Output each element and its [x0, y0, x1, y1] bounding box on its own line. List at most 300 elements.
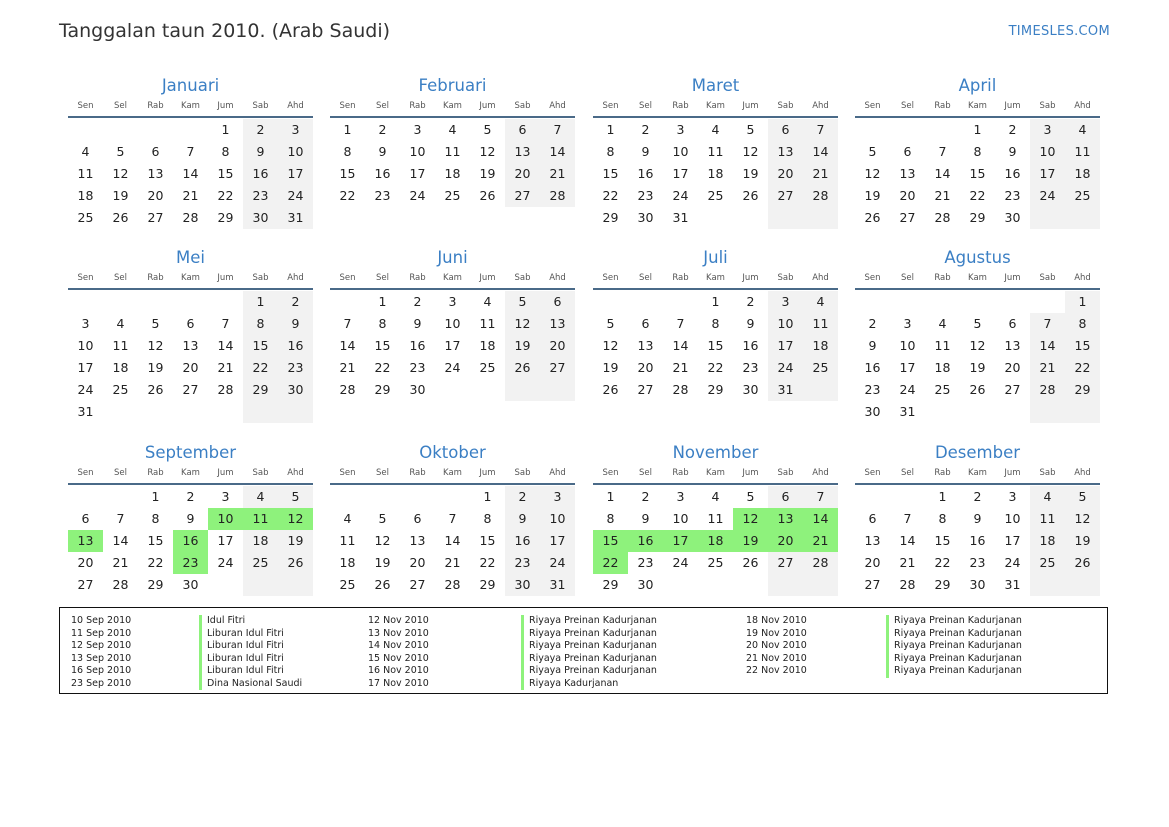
day-cell: 25 [112, 382, 129, 397]
weekday-label: Ahd [1074, 101, 1091, 111]
weekday-label: Sab [514, 468, 531, 478]
day-cell: 15 [374, 338, 391, 353]
day-cell: 13 [864, 533, 881, 548]
weekday-label: Sab [1039, 273, 1056, 283]
day-cell: 11 [479, 316, 496, 331]
day-cell: 1 [973, 122, 982, 137]
day-cell: 26 [602, 382, 619, 397]
day-cell: 28 [112, 577, 129, 592]
weekday-header [68, 270, 313, 286]
month-juli [593, 246, 838, 401]
day-cell: 24 [1004, 555, 1021, 570]
weekday-label: Sen [864, 101, 881, 111]
empty-cell [103, 486, 138, 508]
weekday-label: Sen [864, 468, 881, 478]
day-cell: 10 [1030, 141, 1065, 163]
day-cell: 13 [1004, 338, 1021, 353]
weekday-label: Sen [339, 468, 356, 478]
day-cell: 5 [278, 486, 313, 508]
day-cell: 14 [182, 166, 199, 181]
weekday-label: Rab [672, 468, 689, 478]
day-cell: 3 [540, 486, 575, 508]
day-cell: 15 [707, 338, 724, 353]
day-cell: 7 [343, 316, 352, 331]
empty-cell [68, 291, 103, 313]
day-cell: 5 [868, 144, 877, 159]
day-cell: 13 [637, 338, 654, 353]
header-divider [593, 483, 838, 485]
weekday-label: Jum [742, 468, 759, 478]
month-name: April [958, 76, 997, 95]
weekday-label: Sel [376, 273, 389, 283]
day-cell: 17 [663, 530, 698, 552]
day-cell: 2 [278, 291, 313, 313]
month-name: Maret [691, 76, 740, 95]
month-name: Oktober [419, 443, 486, 462]
day-cell: 9 [186, 511, 195, 526]
legend-holiday-name: Riyaya Preinan Kadurjanan [521, 653, 657, 666]
day-cell: 13 [899, 166, 916, 181]
day-cell: 6 [151, 144, 160, 159]
day-cell: 27 [409, 577, 426, 592]
day-cell: 18 [339, 555, 356, 570]
empty-cell [593, 291, 628, 313]
holiday-legend [59, 607, 1108, 694]
day-cell: 2 [868, 316, 877, 331]
day-cell: 13 [768, 141, 803, 163]
legend-holiday-name: Liburan Idul Fitri [199, 640, 284, 653]
site-link[interactable]: TIMESLES.COM [1008, 24, 1110, 39]
day-cell: 8 [938, 511, 947, 526]
day-cell: 25 [479, 360, 496, 375]
weekday-header [68, 465, 313, 481]
day-cell: 19 [147, 360, 164, 375]
day-grid [330, 119, 575, 207]
day-cell: 20 [147, 188, 164, 203]
empty-cell [995, 401, 1030, 423]
weekday-header [855, 98, 1100, 114]
day-cell: 23 [505, 552, 540, 574]
day-cell: 9 [868, 338, 877, 353]
day-cell: 29 [147, 577, 164, 592]
day-cell: 15 [217, 166, 234, 181]
day-cell: 11 [707, 511, 724, 526]
day-cell: 26 [112, 210, 129, 225]
day-cell: 31 [77, 404, 94, 419]
weekday-label: Rab [672, 273, 689, 283]
day-cell: 4 [448, 122, 457, 137]
day-cell: 13 [505, 141, 540, 163]
day-cell: 15 [243, 335, 278, 357]
weekday-label: Sel [376, 468, 389, 478]
day-cell: 30 [969, 577, 986, 592]
day-cell: 21 [803, 530, 838, 552]
day-cell: 29 [217, 210, 234, 225]
legend-holiday-name: Riyaya Preinan Kadurjanan [886, 653, 1022, 666]
weekday-label: Jum [1004, 468, 1021, 478]
day-cell: 23 [864, 382, 881, 397]
day-cell: 11 [803, 313, 838, 335]
day-cell: 12 [278, 508, 313, 530]
day-cell: 2 [186, 489, 195, 504]
day-cell: 3 [278, 119, 313, 141]
empty-cell [855, 486, 890, 508]
day-cell: 22 [217, 188, 234, 203]
day-cell: 11 [707, 144, 724, 159]
day-cell: 1 [243, 291, 278, 313]
day-cell: 29 [479, 577, 496, 592]
day-cell: 26 [147, 382, 164, 397]
weekday-label: Sen [864, 273, 881, 283]
month-oktober [330, 441, 575, 596]
day-cell: 22 [969, 188, 986, 203]
weekday-label: Sel [114, 273, 127, 283]
day-cell: 17 [1030, 163, 1065, 185]
day-cell: 8 [243, 313, 278, 335]
legend-holiday-name: Riyaya Preinan Kadurjanan [521, 640, 657, 653]
day-cell: 19 [733, 530, 768, 552]
day-cell: 9 [973, 511, 982, 526]
weekday-header [593, 465, 838, 481]
day-cell: 10 [208, 508, 243, 530]
empty-cell [1030, 574, 1065, 596]
legend-date: 13 Nov 2010 [368, 627, 429, 639]
day-cell: 31 [899, 404, 916, 419]
weekday-label: Rab [934, 468, 951, 478]
day-cell: 9 [413, 316, 422, 331]
day-cell: 12 [505, 313, 540, 335]
empty-cell [103, 119, 138, 141]
day-cell: 1 [606, 122, 615, 137]
header-divider [68, 288, 313, 290]
day-cell: 23 [1004, 188, 1021, 203]
month-februari [330, 74, 575, 207]
day-cell: 11 [243, 508, 278, 530]
weekday-label: Sel [639, 468, 652, 478]
day-cell: 24 [1030, 185, 1065, 207]
empty-cell [208, 401, 243, 423]
weekday-label: Jum [742, 101, 759, 111]
day-cell: 21 [217, 360, 234, 375]
day-cell: 25 [707, 555, 724, 570]
day-cell: 20 [540, 335, 575, 357]
weekday-label: Kam [181, 273, 200, 283]
day-cell: 10 [1004, 511, 1021, 526]
day-cell: 5 [973, 316, 982, 331]
day-cell: 28 [540, 185, 575, 207]
day-cell: 14 [112, 533, 129, 548]
day-cell: 19 [505, 335, 540, 357]
day-cell: 10 [278, 141, 313, 163]
legend-date: 18 Nov 2010 [746, 615, 807, 626]
day-cell: 1 [221, 122, 230, 137]
day-cell: 19 [1065, 530, 1100, 552]
day-cell: 28 [1030, 379, 1065, 401]
day-grid [855, 119, 1100, 229]
empty-cell [1065, 207, 1100, 229]
day-cell: 23 [173, 552, 208, 574]
day-cell: 8 [606, 511, 615, 526]
day-cell: 12 [602, 338, 619, 353]
day-cell: 16 [173, 530, 208, 552]
day-cell: 22 [243, 357, 278, 379]
day-cell: 27 [1004, 382, 1021, 397]
weekday-label: Sab [252, 273, 269, 283]
empty-cell [890, 486, 925, 508]
weekday-label: Kam [706, 101, 725, 111]
day-cell: 6 [903, 144, 912, 159]
day-cell: 6 [1008, 316, 1017, 331]
empty-cell [138, 401, 173, 423]
day-cell: 12 [374, 533, 391, 548]
day-cell: 6 [81, 511, 90, 526]
month-name: Mei [176, 248, 205, 267]
weekday-label: Kam [443, 273, 462, 283]
day-cell: 16 [1004, 166, 1021, 181]
day-cell: 12 [969, 338, 986, 353]
day-cell: 28 [182, 210, 199, 225]
day-cell: 12 [479, 144, 496, 159]
weekday-label: Sab [514, 273, 531, 283]
day-cell: 3 [676, 489, 685, 504]
day-cell: 22 [479, 555, 496, 570]
day-cell: 14 [803, 141, 838, 163]
day-cell: 20 [768, 530, 803, 552]
legend-holiday-name: Riyaya Preinan Kadurjanan [521, 665, 657, 678]
weekday-label: Rab [672, 101, 689, 111]
day-cell: 10 [540, 508, 575, 530]
legend-date: 11 Sep 2010 [71, 627, 132, 639]
day-cell: 22 [147, 555, 164, 570]
day-cell: 6 [413, 511, 422, 526]
legend-date: 15 Nov 2010 [368, 652, 429, 664]
day-cell: 11 [1065, 141, 1100, 163]
day-cell: 22 [934, 555, 951, 570]
day-cell: 14 [339, 338, 356, 353]
empty-cell [768, 574, 803, 596]
day-cell: 7 [903, 511, 912, 526]
day-cell: 27 [182, 382, 199, 397]
weekday-label: Rab [147, 273, 164, 283]
day-cell: 18 [934, 360, 951, 375]
empty-cell [505, 379, 540, 401]
legend-holiday-name: Liburan Idul Fitri [199, 628, 284, 641]
month-name: Februari [418, 76, 487, 95]
day-cell: 26 [742, 188, 759, 203]
weekday-label: Rab [934, 273, 951, 283]
day-cell: 15 [969, 166, 986, 181]
day-cell: 1 [1065, 291, 1100, 313]
weekday-header [330, 98, 575, 114]
day-cell: 4 [938, 316, 947, 331]
header-divider [855, 483, 1100, 485]
day-cell: 25 [934, 382, 951, 397]
day-cell: 19 [374, 555, 391, 570]
empty-cell [540, 379, 575, 401]
weekday-label: Ahd [549, 101, 566, 111]
weekday-label: Rab [409, 468, 426, 478]
header-divider [855, 116, 1100, 118]
day-cell: 4 [81, 144, 90, 159]
empty-cell [330, 486, 365, 508]
day-cell: 29 [374, 382, 391, 397]
day-cell: 28 [934, 210, 951, 225]
weekday-label: Rab [147, 468, 164, 478]
weekday-label: Sab [777, 101, 794, 111]
day-cell: 28 [899, 577, 916, 592]
empty-cell [925, 291, 960, 313]
day-cell: 9 [746, 316, 755, 331]
month-name: November [672, 443, 759, 462]
day-cell: 30 [243, 207, 278, 229]
day-cell: 7 [938, 144, 947, 159]
empty-cell [208, 291, 243, 313]
day-cell: 18 [698, 530, 733, 552]
day-cell: 24 [409, 188, 426, 203]
weekday-label: Sel [376, 101, 389, 111]
day-cell: 23 [637, 555, 654, 570]
day-cell: 3 [81, 316, 90, 331]
empty-cell [768, 207, 803, 229]
day-cell: 28 [803, 185, 838, 207]
day-cell: 24 [217, 555, 234, 570]
weekday-label: Rab [147, 101, 164, 111]
month-desember [855, 441, 1100, 596]
day-cell: 17 [217, 533, 234, 548]
day-cell: 20 [77, 555, 94, 570]
day-cell: 16 [505, 530, 540, 552]
weekday-label: Jum [1004, 273, 1021, 283]
weekday-label: Sel [639, 273, 652, 283]
day-cell: 22 [1065, 357, 1100, 379]
legend-holiday-name: Riyaya Preinan Kadurjanan [886, 628, 1022, 641]
day-cell: 21 [934, 188, 951, 203]
day-cell: 9 [641, 511, 650, 526]
day-cell: 22 [339, 188, 356, 203]
day-cell: 26 [1065, 552, 1100, 574]
empty-cell [1065, 401, 1100, 423]
day-cell: 18 [444, 166, 461, 181]
day-cell: 23 [374, 188, 391, 203]
day-cell: 24 [444, 360, 461, 375]
day-cell: 14 [444, 533, 461, 548]
empty-cell [698, 574, 733, 596]
day-cell: 30 [637, 210, 654, 225]
weekday-label: Jum [217, 273, 234, 283]
empty-cell [470, 379, 505, 401]
weekday-label: Sel [901, 468, 914, 478]
weekday-label: Rab [934, 101, 951, 111]
weekday-label: Kam [968, 273, 987, 283]
header-divider [330, 483, 575, 485]
day-cell: 6 [186, 316, 195, 331]
day-cell: 2 [973, 489, 982, 504]
day-cell: 1 [151, 489, 160, 504]
day-cell: 24 [899, 382, 916, 397]
weekday-header [593, 98, 838, 114]
day-cell: 1 [711, 294, 720, 309]
legend-date: 21 Nov 2010 [746, 652, 807, 664]
day-cell: 4 [343, 511, 352, 526]
legend-holiday-name: Liburan Idul Fitri [199, 665, 284, 678]
empty-cell [960, 291, 995, 313]
day-cell: 5 [116, 144, 125, 159]
weekday-label: Sab [777, 273, 794, 283]
day-cell: 24 [278, 185, 313, 207]
day-cell: 25 [77, 210, 94, 225]
month-name: Juli [703, 248, 728, 267]
header-divider [68, 116, 313, 118]
day-cell: 17 [672, 166, 689, 181]
day-cell: 13 [768, 508, 803, 530]
day-cell: 29 [934, 577, 951, 592]
day-cell: 18 [243, 530, 278, 552]
day-cell: 13 [409, 533, 426, 548]
day-cell: 9 [243, 141, 278, 163]
day-cell: 7 [1030, 313, 1065, 335]
day-cell: 26 [969, 382, 986, 397]
day-cell: 25 [243, 552, 278, 574]
day-cell: 2 [641, 489, 650, 504]
day-cell: 28 [803, 552, 838, 574]
empty-cell [1030, 401, 1065, 423]
day-cell: 21 [444, 555, 461, 570]
day-cell: 16 [278, 335, 313, 357]
month-september [68, 441, 313, 596]
day-cell: 8 [151, 511, 160, 526]
day-cell: 4 [711, 122, 720, 137]
month-november [593, 441, 838, 596]
day-cell: 15 [602, 166, 619, 181]
day-cell: 28 [217, 382, 234, 397]
day-cell: 21 [803, 163, 838, 185]
day-cell: 30 [864, 404, 881, 419]
day-cell: 16 [637, 166, 654, 181]
weekday-label: Jum [479, 468, 496, 478]
day-cell: 2 [1008, 122, 1017, 137]
day-grid [330, 486, 575, 596]
day-cell: 13 [147, 166, 164, 181]
day-cell: 7 [540, 119, 575, 141]
day-cell: 31 [278, 207, 313, 229]
day-cell: 30 [1004, 210, 1021, 225]
legend-holiday-name: Riyaya Preinan Kadurjanan [886, 640, 1022, 653]
weekday-label: Kam [968, 468, 987, 478]
day-cell: 28 [444, 577, 461, 592]
day-cell: 11 [444, 144, 461, 159]
weekday-label: Sab [777, 468, 794, 478]
day-cell: 20 [637, 360, 654, 375]
day-cell: 6 [868, 511, 877, 526]
legend-date: 10 Sep 2010 [71, 615, 132, 626]
weekday-label: Sab [514, 101, 531, 111]
day-cell: 26 [278, 552, 313, 574]
day-cell: 4 [483, 294, 492, 309]
empty-cell [925, 119, 960, 141]
weekday-header [330, 270, 575, 286]
empty-cell [1030, 207, 1065, 229]
day-cell: 20 [1004, 360, 1021, 375]
day-cell: 5 [606, 316, 615, 331]
day-cell: 30 [505, 574, 540, 596]
day-grid [68, 119, 313, 229]
weekday-label: Jum [217, 101, 234, 111]
day-cell: 30 [278, 379, 313, 401]
day-cell: 7 [221, 316, 230, 331]
day-cell: 10 [444, 316, 461, 331]
day-cell: 7 [676, 316, 685, 331]
day-cell: 26 [374, 577, 391, 592]
